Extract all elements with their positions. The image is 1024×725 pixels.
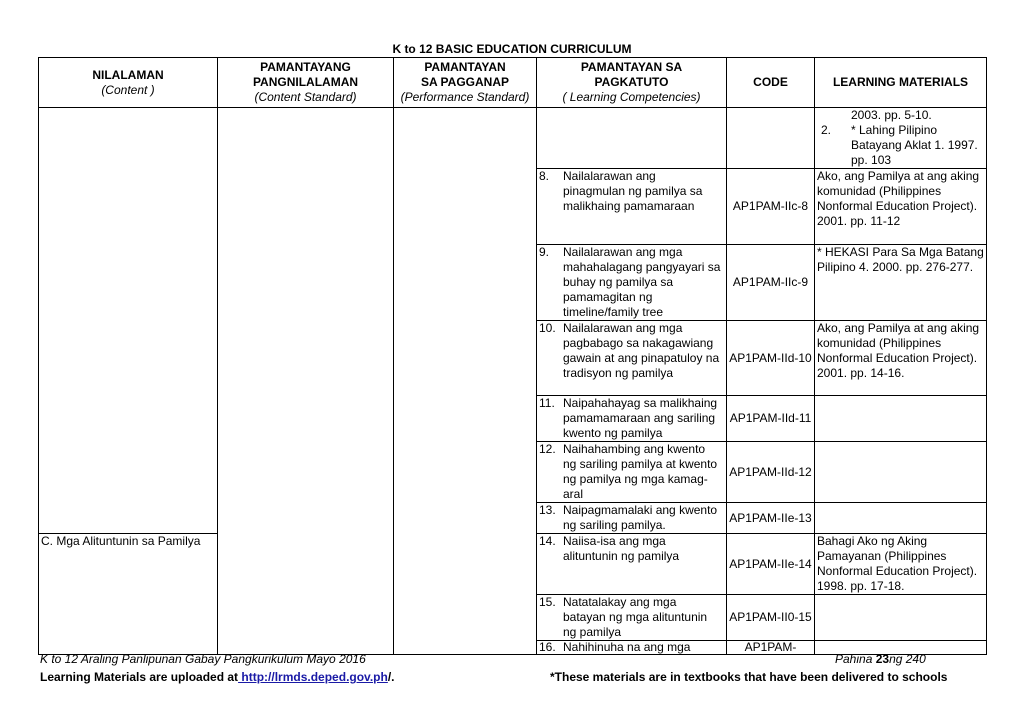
- competency-cell: 12. Naihahambing ang kwento ng sariling pamilya at kwento ng pamilya ng mga kamag-aral: [537, 442, 727, 503]
- code-cell: AP1PAM-II0-15: [727, 595, 815, 641]
- content-cell: [39, 108, 218, 534]
- curriculum-table: [38, 57, 987, 655]
- header-learning-competencies: PAMANTAYAN SA PAGKATUTO ( Learning Competencies): [537, 58, 727, 108]
- code-cell: AP1PAM-IId-12: [727, 442, 815, 503]
- header-learning-materials: LEARNING MATERIALS: [815, 58, 987, 108]
- material-cell: [815, 442, 987, 503]
- document-title: K to 12 BASIC EDUCATION CURRICULUM: [392, 42, 632, 56]
- material-list-item: 2. * Lahing Pilipino Batayang Aklat 1. 1997. pp. 103: [821, 123, 978, 167]
- material-continuation-line: 2003. pp. 5-10.: [851, 108, 932, 122]
- footer-guide-title: K to 12 Araling Panlipunan Gabay Pangkurikulum Mayo 2016: [40, 652, 366, 666]
- material-cell: Ako, ang Pamilya at ang aking komunidad (Philippines Nonformal Education Project). 2001. pp. 11-12: [815, 169, 987, 245]
- code-cell: AP1PAM-IIc-8: [727, 169, 815, 245]
- material-cell: [815, 503, 987, 534]
- header-content-standard: PAMANTAYANG PANGNILALAMAN (Content Standard): [218, 58, 394, 108]
- competency-cell: 9. Nailalarawan ang mga mahahalagang pangyayari sa buhay ng pamilya sa pamamagitan ng timeline/family tree: [537, 245, 727, 321]
- footer-page-number: Pahina 23ng 240: [835, 652, 926, 666]
- code-cell: AP1PAM-IId-11: [727, 396, 815, 442]
- competency-cell: 14. Naiisa-isa ang mga alituntunin ng pamilya: [537, 534, 727, 595]
- header-code: CODE: [727, 58, 815, 108]
- material-cell: Ako, ang Pamilya at ang aking komunidad (Philippines Nonformal Education Project). 2001. pp. 14-16.: [815, 321, 987, 396]
- material-cell: [815, 108, 987, 169]
- footer-upload-note: Learning Materials are uploaded at http://lrmds.deped.gov.ph/.: [40, 670, 395, 684]
- content-standard-cell: [218, 108, 394, 655]
- content-cell-c: [39, 534, 218, 655]
- competency-cell: 15. Natatalakay ang mga batayan ng mga alituntunin ng pamilya: [537, 595, 727, 641]
- header-nilalaman: NILALAMAN (Content ): [39, 58, 218, 108]
- header-row: [39, 58, 987, 108]
- header-performance-standard: PAMANTAYAN SA PAGGANAP (Performance Standard): [394, 58, 537, 108]
- code-cell: AP1PAM-IIc-9: [727, 245, 815, 321]
- material-cell: * HEKASI Para Sa Mga Batang Pilipino 4. 2000. pp. 276-277.: [815, 245, 987, 321]
- material-cell: [815, 595, 987, 641]
- content-c-label: C. Mga Alituntunin sa Pamilya: [41, 534, 201, 548]
- code-cell: AP1PAM-IIe-14: [727, 534, 815, 595]
- competency-cell: 8. Nailalarawan ang pinagmulan ng pamilya sa malikhaing pamamaraan: [537, 169, 727, 245]
- code-cell: AP1PAM-IIe-13: [727, 503, 815, 534]
- material-cell: [815, 396, 987, 442]
- code-cell: AP1PAM-IId-10: [727, 321, 815, 396]
- competency-cell: 13. Naipagmamalaki ang kwento ng sariling pamilya.: [537, 503, 727, 534]
- performance-standard-cell: [394, 108, 537, 655]
- competency-cell: 10. Nailalarawan ang mga pagbabago sa nakagawiang gawain at ang pinapatuloy na tradisyon ng pamilya: [537, 321, 727, 396]
- lrmds-link[interactable]: http://lrmds.deped.gov.ph: [238, 670, 388, 684]
- competency-cell: 11. Naipahahayag sa malikhaing pamamamaraan ang sariling kwento ng pamilya: [537, 396, 727, 442]
- code-cell: AP1PAM-: [727, 641, 815, 655]
- material-cell: Bahagi Ako ng Aking Pamayanan (Philippines Nonformal Education Project). 1998. pp. 17-18.: [815, 534, 987, 595]
- table-row: [39, 108, 987, 169]
- footer-textbook-note: *These materials are in textbooks that have been delivered to schools: [550, 670, 948, 684]
- competency-cell: 16. Nahihinuha na ang mga: [537, 641, 727, 655]
